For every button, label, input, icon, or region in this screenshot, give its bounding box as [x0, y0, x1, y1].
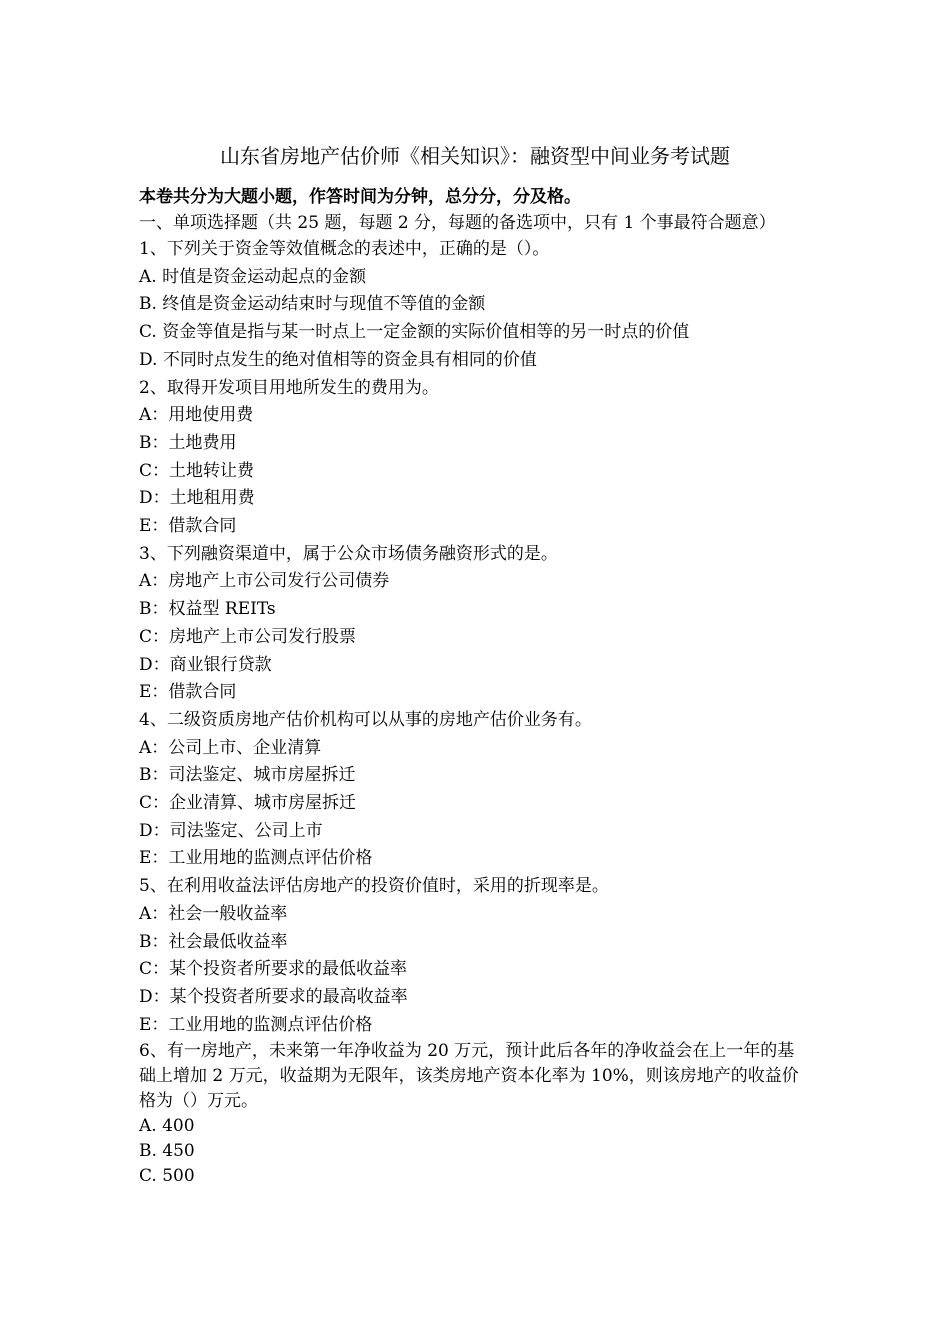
- question-stem: 2、取得开发项目用地所发生的费用为。: [139, 377, 439, 398]
- question-option: E：借款合同: [139, 682, 237, 703]
- question-stem: 3、下列融资渠道中，属于公众市场债务融资形式的是。: [139, 543, 558, 564]
- document-title: 山东省房地产估价师《相关知识》：融资型中间业务考试题: [220, 144, 730, 168]
- question: [139, 236, 811, 375]
- question-option: E：工业用地的监测点评估价格: [139, 1014, 373, 1035]
- question-option: B. 终值是资金运动结束时与现值不等值的金额: [139, 294, 486, 315]
- question-option: A：社会一般收益率: [139, 903, 288, 924]
- question-stem: 1、下列关于资金等效值概念的表述中，正确的是（）。: [139, 239, 550, 259]
- question: [139, 873, 811, 1039]
- question-option: D：某个投资者所要求的最高收益率: [139, 986, 408, 1007]
- question: [139, 541, 811, 707]
- question-stem: 4、二级资质房地产估价机构可以从事的房地产估价业务有。: [139, 709, 592, 730]
- question-option: A. 时值是资金运动起点的金额: [139, 266, 367, 287]
- question-option: A：用地使用费: [139, 405, 254, 426]
- exam-instructions: 本卷共分为大题小题，作答时间为分钟，总分分，分及格。: [139, 187, 581, 207]
- section-heading: 一、单项选择题（共 25 题，每题 2 分，每题的备选项中，只有 1 个事最符合题意）: [139, 213, 776, 233]
- question: [139, 375, 811, 541]
- question-option: D. 不同时点发生的绝对值相等的资金具有相同的价值: [139, 349, 537, 370]
- question-option: A. 400: [139, 1116, 195, 1137]
- question-option: B. 450: [139, 1141, 195, 1162]
- question-option: E：工业用地的监测点评估价格: [139, 848, 373, 869]
- question: [139, 1039, 811, 1189]
- question-option: B：权益型 REITs: [139, 599, 276, 620]
- question-option: C. 资金等值是指与某一时点上一定金额的实际价值相等的另一时点的价值: [139, 322, 690, 343]
- question-option: C：企业清算、城市房屋拆迁: [139, 793, 357, 814]
- question-option: D：商业银行贷款: [139, 654, 272, 675]
- question-option: C：某个投资者所要求的最低收益率: [139, 959, 408, 980]
- question-stem: 5、在利用收益法评估房地产的投资价值时，采用的折现率是。: [139, 876, 609, 897]
- question-option: A：公司上市、企业清算: [139, 737, 322, 758]
- question-option: E：借款合同: [139, 516, 237, 537]
- question-option: D：土地租用费: [139, 488, 255, 509]
- question-option: B：司法鉴定、城市房屋拆迁: [139, 765, 356, 786]
- question-option: B：社会最低收益率: [139, 931, 288, 952]
- question-option: C. 500: [139, 1166, 195, 1187]
- question-option: C：房地产上市公司发行股票: [139, 626, 357, 647]
- question: [139, 707, 811, 873]
- question-option: D：司法鉴定、公司上市: [139, 820, 323, 841]
- question-stem: 6、有一房地产，未来第一年净收益为 20 万元，预计此后各年的净收益会在上一年的基础上增加 2 万元，收益期为无限年，该类房地产资本化率为 10%，则该房地产的收益价格为（）万元。: [139, 1041, 799, 1112]
- document-body: [139, 184, 811, 1189]
- question-option: A：房地产上市公司发行公司债券: [139, 571, 390, 592]
- question-option: C：土地转让费: [139, 460, 255, 481]
- question-option: B：土地费用: [139, 432, 237, 453]
